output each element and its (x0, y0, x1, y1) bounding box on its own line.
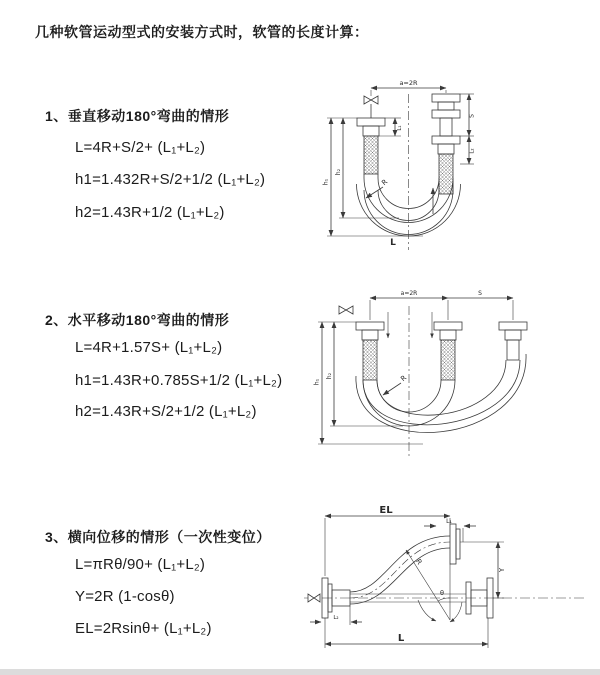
label-l1: L₁ (397, 125, 403, 131)
label-h2: h₂ (335, 168, 342, 176)
label-l2: L₂ (333, 615, 339, 621)
label-l: L (390, 238, 396, 248)
page-title: 几种软管运动型式的安装方式时，软管的长度计算： (35, 24, 369, 40)
label-r: R (380, 177, 390, 188)
right-fitting (432, 94, 460, 194)
label-l: L (397, 633, 405, 644)
horizontal-180-bend-svg (308, 282, 560, 464)
lateral-displacement-svg (298, 502, 590, 664)
section-1-formula-h1: h1=1.432R+S/2+1/2 (L₁+L₂) (75, 171, 266, 188)
label-r: R (414, 557, 424, 567)
diagram-lateral-displacement (298, 502, 590, 664)
diagram-vertical-180-bend (313, 72, 525, 264)
vertical-180-bend-svg (313, 72, 525, 264)
label-h1: h₁ (322, 178, 330, 186)
label-y: Y (498, 567, 506, 573)
label-l1: L₁ (446, 518, 452, 525)
label-a2r: a=2R (400, 290, 418, 297)
scan-edge-strip (0, 669, 600, 675)
middle-fitting (434, 322, 462, 380)
left-fitting (357, 118, 385, 174)
label-s: S (468, 114, 476, 118)
label-theta: θ (440, 589, 444, 597)
section-3-formula-L: L=πRθ/90+ (L₁+L₂) (75, 556, 206, 573)
label-h1: h₁ (313, 378, 321, 386)
label-el: EL (379, 505, 393, 516)
valve-icon (308, 594, 320, 602)
section-3-heading: 3、横向位移的情形（一次性变位） (45, 529, 271, 545)
section-1-heading: 1、垂直移动180°弯曲的情形 (45, 108, 230, 124)
label-r: R (399, 373, 409, 384)
label-a2r: a=2R (399, 79, 418, 87)
label-s: S (478, 290, 482, 297)
dim-el (325, 516, 450, 576)
section-3-formula-EL: EL=2Rsinθ+ (L₁+L₂) (75, 620, 212, 637)
section-1-formula-L: L=4R+S/2+ (L₁+L₂) (75, 139, 206, 156)
section-2-formula-h2: h2=1.43R+S/2+1/2 (L₁+L₂) (75, 403, 257, 420)
radius-leader (383, 383, 401, 395)
section-3-formula-Y: Y=2R (1-cosθ) (75, 588, 175, 605)
label-l2: L₂ (469, 148, 476, 154)
dim-a2r (370, 298, 513, 320)
right-fitting (499, 322, 527, 360)
diagram-horizontal-180-bend (308, 282, 560, 464)
section-2-formula-L: L=4R+1.57S+ (L₁+L₂) (75, 339, 223, 356)
left-fitting (356, 322, 384, 380)
valve-icon (339, 306, 353, 314)
upper-right-flange (450, 524, 460, 564)
dim-l (325, 618, 488, 648)
section-2-formula-h1: h1=1.43R+0.785S+1/2 (L₁+L₂) (75, 372, 283, 389)
section-2-heading: 2、水平移动180°弯曲的情形 (45, 312, 230, 328)
section-1-formula-h2: h2=1.43R+1/2 (L₁+L₂) (75, 204, 225, 221)
radius-leader (366, 187, 383, 198)
label-h2: h₂ (326, 372, 333, 380)
movement-arrows (388, 312, 432, 338)
valve-icon (364, 96, 378, 104)
